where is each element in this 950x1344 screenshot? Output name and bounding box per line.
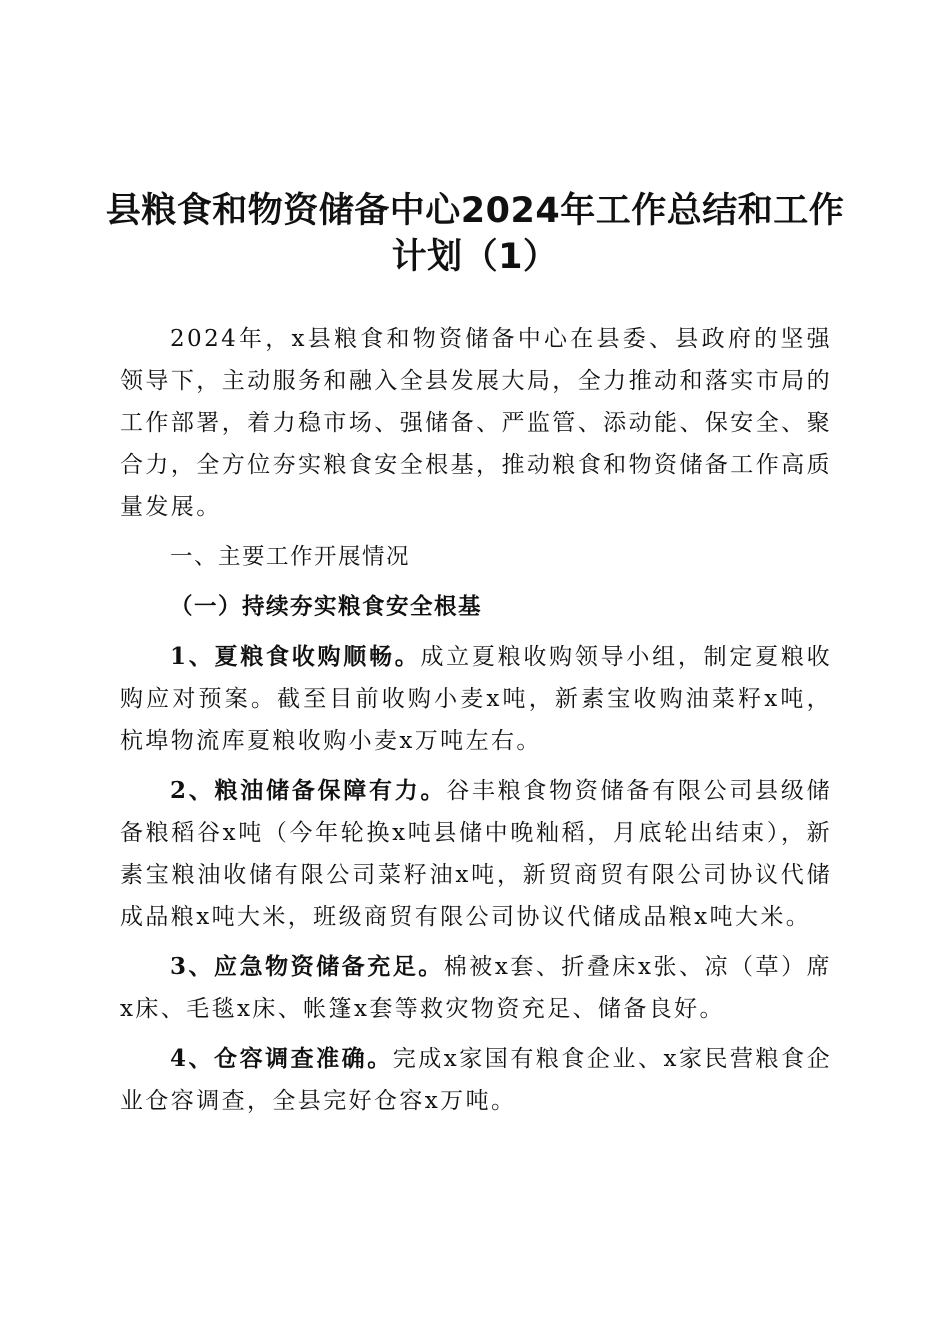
work-item-title: 3、应急物资储备充足。 xyxy=(170,953,444,980)
work-item xyxy=(120,636,832,762)
section-heading: 一、主要工作开展情况 xyxy=(170,544,411,570)
work-item-title: 4、仓容调查准确。 xyxy=(170,1045,393,1072)
work-item xyxy=(120,946,832,1030)
work-item xyxy=(120,1038,832,1122)
work-item-text: 谷丰粮食物资储备有限公司县级储备粮稻谷x吨（今年轮换x吨县储中晚籼稻，月底轮出结束），新素宝粮油收储有限公司菜籽油x吨，新贸商贸有限公司协议代储成品粮x吨大米，班级商贸有限公司协议代储成品粮x吨大米。 xyxy=(120,778,832,930)
intro-paragraph: 2024年，x县粮食和物资储备中心在县委、县政府的坚强领导下，主动服务和融入全县发展大局，全力推动和落实市局的工作部署，着力稳市场、强储备、严监管、添动能、保安全、聚合力，全方位夯实粮食安全根基，推动粮食和物资储备工作高质量发展。 xyxy=(120,326,832,520)
work-item-title: 1、夏粮食收购顺畅。 xyxy=(170,643,421,670)
work-item-text: 棉被x套、折叠床x张、凉（草）席x床、毛毯x床、帐篷x套等救灾物资充足、储备良好。 xyxy=(120,954,832,1022)
work-item xyxy=(120,770,832,938)
work-item-title: 2、粮油储备保障有力。 xyxy=(170,777,447,804)
subsection-heading: （一）持续夯实粮食安全根基 xyxy=(170,594,483,620)
document-body xyxy=(120,318,832,1130)
work-item-text: 成立夏粮收购领导小组，制定夏粮收购应对预案。截至目前收购小麦x吨，新素宝收购油菜籽x吨，杭埠物流库夏粮收购小麦x万吨左右。 xyxy=(120,644,832,754)
work-item-text: 完成x家国有粮食企业、x家民营粮食企业仓容调查，全县完好仓容x万吨。 xyxy=(120,1046,832,1114)
document-title: 县粮食和物资储备中心2024年工作总结和工作计划（1） xyxy=(105,191,845,277)
